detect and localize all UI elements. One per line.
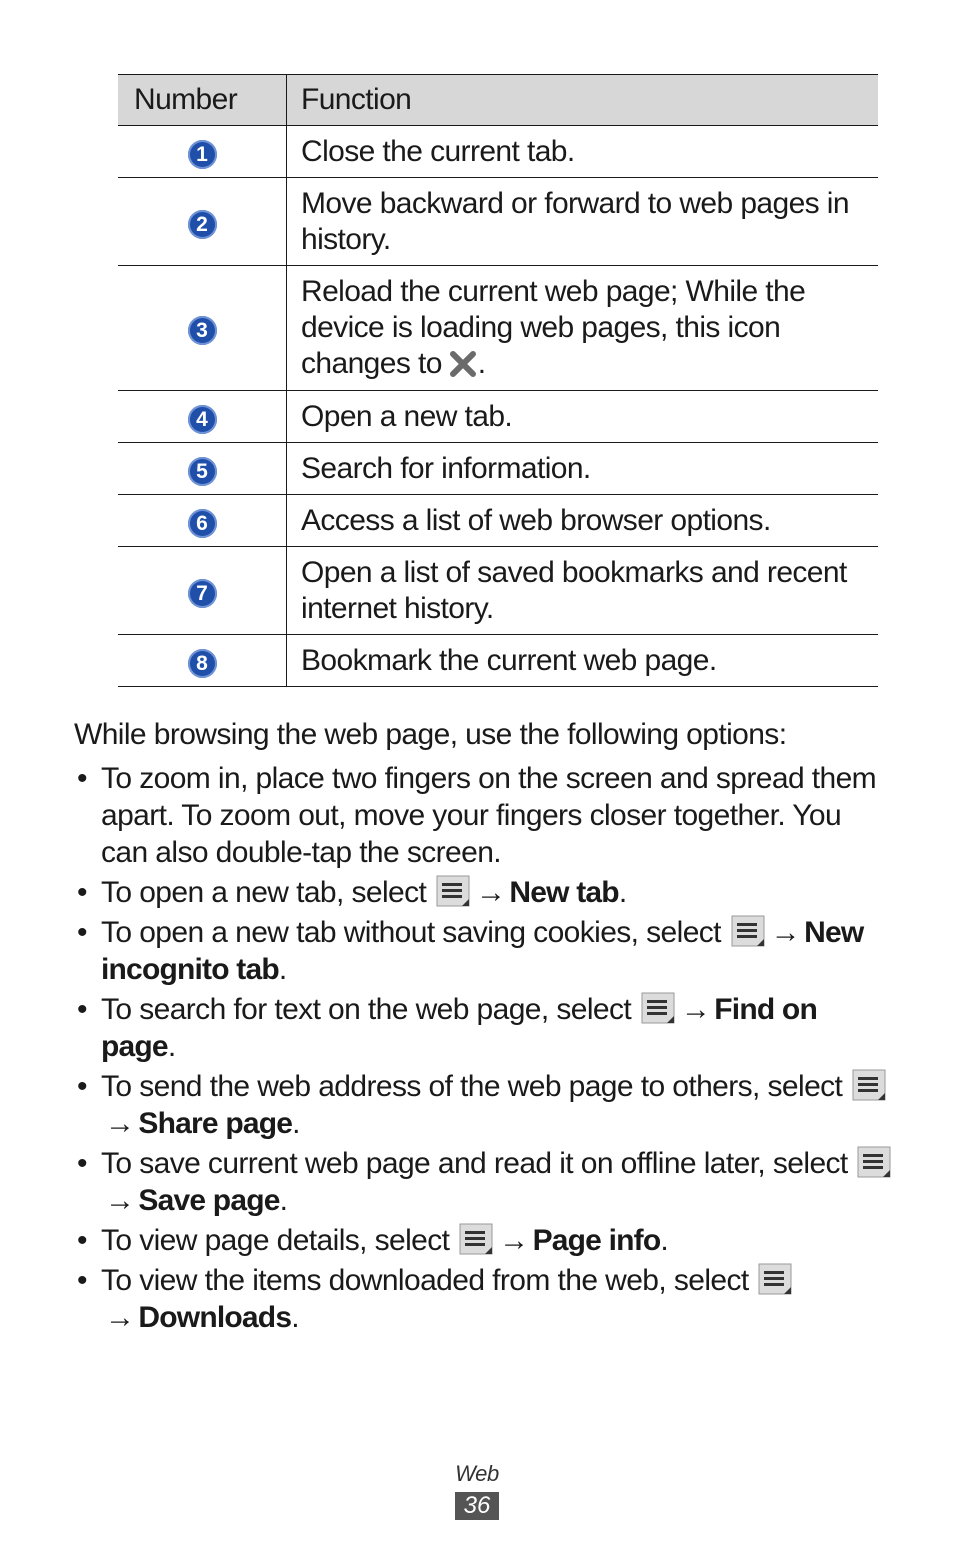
function-cell: Bookmark the current web page. — [287, 635, 879, 687]
menu-icon — [459, 1223, 493, 1255]
options-intro: While browsing the web page, use the following options: — [74, 718, 787, 751]
number-badge: 8 — [188, 649, 217, 678]
function-cell: Open a new tab. — [287, 391, 879, 443]
header-function: Function — [287, 75, 879, 126]
bullet: • — [77, 1070, 87, 1103]
page-number: 36 — [455, 1492, 499, 1520]
table-row — [118, 495, 878, 547]
function-cell: Access a list of web browser options. — [287, 495, 879, 547]
menu-icon — [731, 915, 765, 947]
table-row — [118, 126, 878, 178]
header-number: Number — [118, 75, 287, 126]
table-row — [118, 178, 878, 266]
function-cell: Reload the current web page; While the device is loading web pages, this icon changes to . — [287, 266, 879, 391]
menu-icon — [857, 1146, 891, 1178]
table-row — [118, 443, 878, 495]
table-row — [118, 391, 878, 443]
list-item: • To open a new tab without saving cookies, select → New incognito tab. — [77, 916, 864, 986]
menu-icon — [436, 875, 470, 907]
number-badge: 3 — [188, 316, 217, 345]
table-row — [118, 266, 878, 391]
menu-icon — [852, 1069, 886, 1101]
number-badge: 6 — [188, 509, 217, 538]
list-item: • To zoom in, place two fingers on the screen and spread them apart. To zoom out, move your fingers closer together. You can also double-tap the screen. — [77, 762, 877, 869]
menu-icon — [641, 992, 675, 1024]
bullet: • — [77, 762, 87, 795]
footer-section-title: Web — [455, 1461, 499, 1486]
list-item: • To send the web address of the web page to others, select → Share page. — [74, 1068, 894, 1142]
number-badge: 2 — [188, 210, 217, 239]
list-item: • To search for text on the web page, select → Find on page. — [77, 993, 817, 1063]
number-badge: 1 — [188, 140, 217, 169]
function-cell: Close the current tab. — [287, 126, 879, 178]
bullet: • — [77, 1224, 87, 1257]
bullet: • — [77, 876, 87, 909]
bullet: • — [77, 1147, 87, 1180]
bullet: • — [77, 916, 87, 949]
bullet: • — [77, 1264, 87, 1297]
number-badge: 7 — [188, 579, 217, 608]
table-header-row — [118, 75, 878, 126]
function-cell: Move backward or forward to web pages in history. — [287, 178, 879, 266]
number-badge: 5 — [188, 457, 217, 486]
list-item: • To open a new tab, select → New tab. — [77, 876, 627, 909]
bullet: • — [77, 993, 87, 1026]
list-item: • To save current web page and read it on offline later, select → Save page. — [74, 1145, 894, 1219]
function-table — [118, 74, 878, 687]
function-cell: Search for information. — [287, 443, 879, 495]
list-item: • To view the items downloaded from the web, select → Downloads. — [74, 1262, 894, 1336]
number-badge: 4 — [188, 405, 217, 434]
table-row — [118, 635, 878, 687]
close-x-icon — [448, 351, 478, 377]
options-list — [74, 760, 894, 1339]
list-item: • To view page details, select → Page info. — [77, 1224, 669, 1257]
table-row — [118, 547, 878, 635]
function-cell: Open a list of saved bookmarks and recent internet history. — [287, 547, 879, 635]
menu-icon — [758, 1263, 792, 1295]
